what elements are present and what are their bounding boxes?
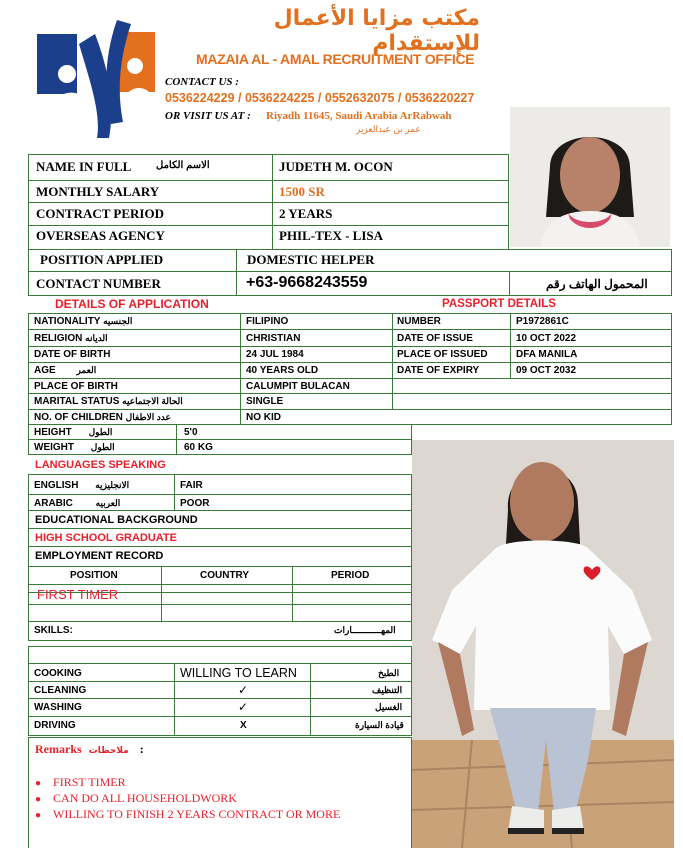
religion-value: CHRISTIAN (246, 333, 301, 344)
issue-date-value: 10 OCT 2022 (516, 333, 577, 344)
issue-place-value: DFA MANILA (516, 349, 578, 360)
arabic-value: POOR (180, 498, 210, 509)
remarks-heading: Remarks ملاحظات : (35, 742, 144, 756)
cleaning-check-icon: ✓ (238, 683, 249, 697)
contract-value: 2 YEARS (279, 206, 333, 221)
col-period: PERIOD (331, 570, 370, 581)
name-value: JUDETH M. OCON (279, 159, 393, 174)
contract-label: CONTRACT PERIOD (36, 206, 164, 221)
washing-check-icon: ✓ (238, 700, 249, 714)
washing-ar: الغسيل (375, 702, 403, 712)
contact-number-value: +63-9668243559 (246, 274, 368, 291)
religion-label: RELIGION الديانه (34, 333, 108, 344)
passport-number-label: NUMBER (397, 316, 441, 327)
nationality-value: FILIPINO (246, 316, 289, 327)
contact-number-ar: المحمول الهاتف رقم (546, 277, 648, 291)
cooking-label: COOKING (34, 668, 82, 679)
agency-value: PHIL-TEX - LISA (279, 228, 384, 243)
agency-label: OVERSEAS AGENCY (36, 228, 165, 243)
address: Riyadh 11645, Saudi Arabia ArRabwah (266, 110, 452, 122)
children-value: NO KID (246, 412, 281, 423)
employment-heading: EMPLOYMENT RECORD (35, 550, 164, 562)
driving-value: X (240, 720, 247, 731)
expiry-label: DATE OF EXPIRY (397, 365, 480, 376)
portrait-photo (510, 107, 670, 247)
contact-number-label: CONTACT NUMBER (36, 276, 161, 291)
education-value: HIGH SCHOOL GRADUATE (35, 532, 177, 544)
skills-label-ar: المهـــــــــــارات (334, 625, 396, 635)
driving-ar: قيادة السيارة (355, 720, 404, 730)
passport-heading: PASSPORT DETAILS (442, 298, 556, 310)
arabic-label: ARABIC العربيه (34, 498, 121, 509)
dob-value: 24 JUL 1984 (246, 349, 304, 360)
nationality-label: NATIONALITY الجنسيه (34, 316, 133, 327)
languages-heading: LANGUAGES SPEAKING (35, 459, 166, 471)
age-label: AGE العمر (34, 365, 97, 376)
cleaning-label: CLEANING (34, 685, 87, 696)
education-heading: EDUCATIONAL BACKGROUND (35, 514, 198, 526)
col-position: POSITION (70, 570, 118, 581)
full-body-photo (412, 440, 674, 848)
issue-date-label: DATE OF ISSUE (397, 333, 473, 344)
name-label: NAME IN FULL (36, 159, 132, 174)
cooking-ar: الطبخ (378, 668, 400, 678)
position-label: POSITION APPLIED (40, 252, 164, 267)
weight-value: 60 KG (184, 442, 213, 453)
cleaning-ar: التنظيف (372, 685, 403, 695)
col-country: COUNTRY (200, 570, 250, 581)
passport-number-value: P1972861C (516, 316, 569, 327)
height-value: 5'0 (184, 427, 198, 438)
weight-label: WEIGHT الطول (34, 442, 115, 453)
english-label: ENGLISH الانجليزيه (34, 480, 130, 491)
marital-label: MARITAL STATUS الحالة الاجتماعيه (34, 396, 183, 407)
address-arabic: عمر بن عبدالعزيز (356, 124, 421, 134)
dob-label: DATE OF BIRTH (34, 349, 111, 360)
washing-label: WASHING (34, 702, 82, 713)
employment-row-position: FIRST TIMER (37, 587, 119, 602)
remark-item: ● WILLING TO FINISH 2 YEARS CONTRACT OR MORE (35, 807, 341, 821)
pob-label: PLACE OF BIRTH (34, 381, 118, 392)
skills-label: SKILLS: (34, 625, 73, 636)
age-value: 40 YEARS OLD (246, 365, 319, 376)
height-label: HEIGHT الطول (34, 427, 113, 438)
english-title: MAZAIA AL - AMAL RECRUITMENT OFFICE (196, 51, 475, 67)
marital-value: SINGLE (246, 396, 284, 407)
salary-label: MONTHLY SALARY (36, 184, 160, 199)
cooking-value: WILLING TO LEARN (180, 666, 297, 680)
company-logo (31, 14, 161, 144)
position-value: DOMESTIC HELPER (247, 252, 375, 267)
children-label: NO. OF CHILDREN عدد الاطفال (34, 412, 171, 423)
issue-place-label: PLACE OF ISSUED (397, 349, 488, 360)
visit-label: OR VISIT US AT : (165, 110, 251, 122)
english-value: FAIR (180, 480, 203, 491)
contact-label: CONTACT US : (165, 76, 239, 88)
arabic-title: مكتب مزايا الأعمال للإستقدام (273, 6, 480, 56)
remark-item: ● FIRST TIMER (35, 775, 126, 789)
driving-label: DRIVING (34, 720, 76, 731)
details-heading: DETAILS OF APPLICATION (55, 297, 209, 311)
pob-value: CALUMPIT BULACAN (246, 381, 350, 392)
expiry-value: 09 OCT 2032 (516, 365, 577, 376)
name-label-ar: الاسم الكامل (156, 160, 210, 171)
phone-numbers: 0536224229 / 0536224225 / 0552632075 / 0536220227 (165, 91, 475, 105)
remark-item: ● CAN DO ALL HOUSEHOLDWORK (35, 791, 237, 805)
salary-value: 1500 SR (279, 184, 325, 199)
